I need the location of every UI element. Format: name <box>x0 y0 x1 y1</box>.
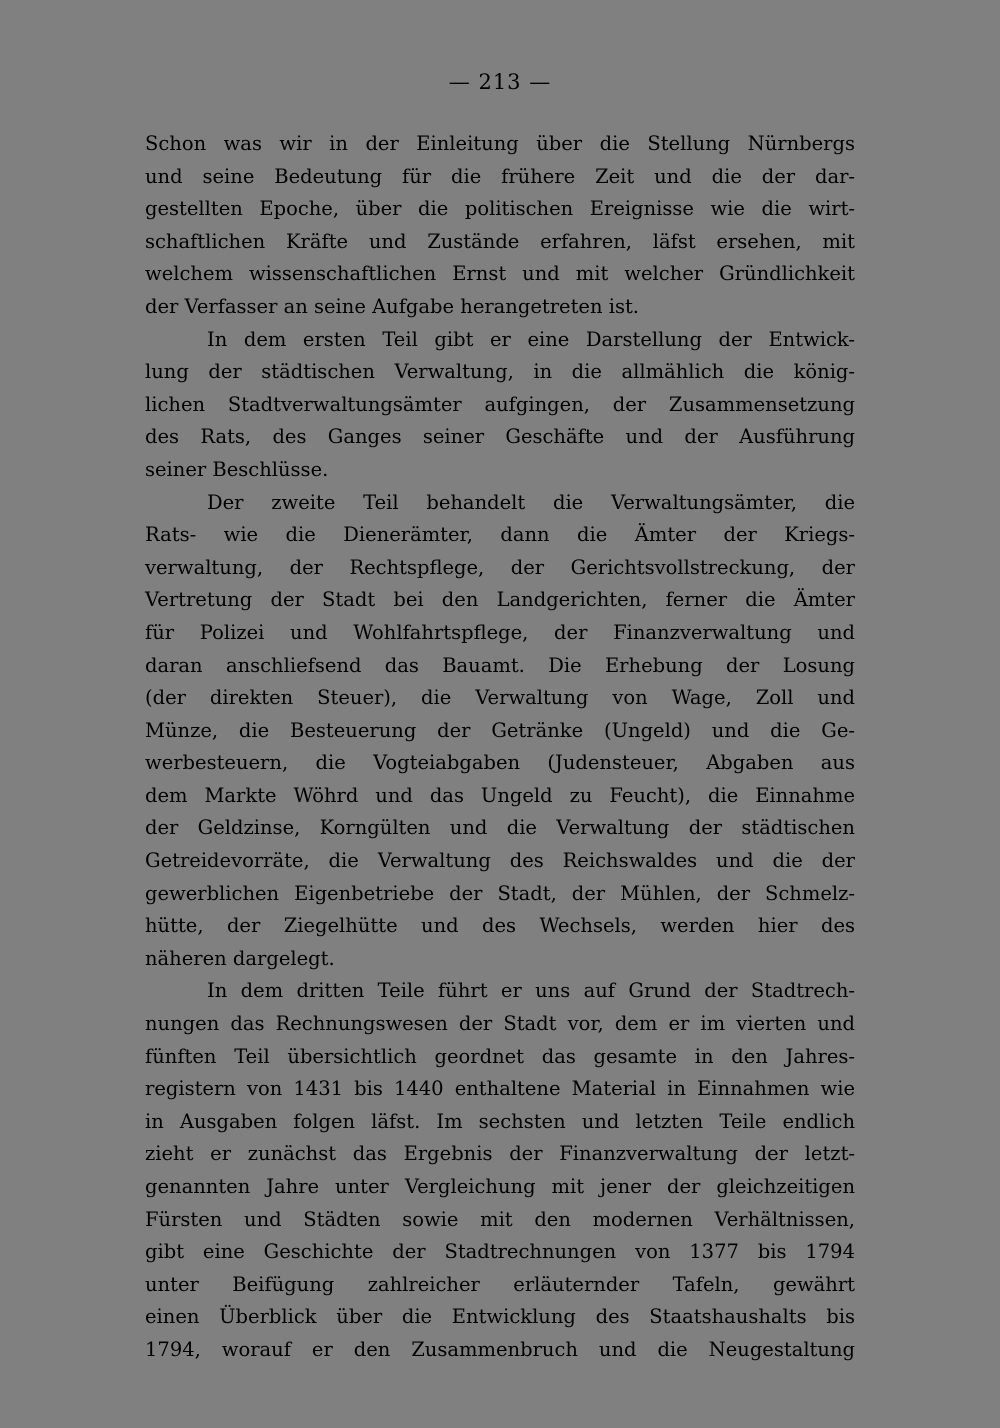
text-line: In dem ersten Teil gibt er eine Darstellung der Entwick- <box>207 327 855 351</box>
text-line: verwaltung, der Rechtspflege, der Gerichtsvollstreckung, der <box>145 555 855 579</box>
text-line: (der direkten Steuer), die Verwaltung von Wage, Zoll und <box>145 686 855 710</box>
text-line: gestellten Epoche, über die politischen Ereignisse wie die wirt- <box>145 197 855 221</box>
text-line: daran anschliefsend das Bauamt. Die Erhebung der Losung <box>145 653 855 677</box>
text-line: Vertretung der Stadt bei den Landgerichten, ferner die Ämter <box>145 588 855 612</box>
text-line: Der zweite Teil behandelt die Verwaltungsämter, die <box>207 490 855 514</box>
text-line: in Ausgaben folgen läfst. Im sechsten und letzten Teile endlich <box>145 1109 855 1133</box>
text-line: schaftlichen Kräfte und Zustände erfahren, läfst ersehen, mit <box>145 229 855 253</box>
text-line: näheren dargelegt. <box>145 946 335 970</box>
text-line: dem Markte Wöhrd und das Ungeld zu Feucht), die Einnahme <box>145 783 855 807</box>
text-line: 1794, worauf er den Zusammenbruch und die Neugestaltung <box>145 1337 855 1361</box>
text-line: Rats- wie die Dienerämter, dann die Ämter der Kriegs- <box>145 523 855 547</box>
text-line: und seine Bedeutung für die frühere Zeit und die der dar- <box>145 164 855 188</box>
text-line: gibt eine Geschichte der Stadtrechnungen von 1377 bis 1794 <box>145 1240 855 1264</box>
text-line: nungen das Rechnungswesen der Stadt vor, dem er im vierten und <box>145 1012 855 1036</box>
text-line: registern von 1431 bis 1440 enthaltene Material in Einnahmen wie <box>145 1077 855 1101</box>
text-line: unter Beifügung zahlreicher erläuternder Tafeln, gewährt <box>145 1272 855 1296</box>
text-line: der Verfasser an seine Aufgabe herangetreten ist. <box>145 294 640 318</box>
text-line: lichen Stadtverwaltungsämter aufgingen, der Zusammensetzung <box>145 392 855 416</box>
page-number: — 213 — <box>448 70 552 94</box>
text-line: Münze, die Besteuerung der Getränke (Ungeld) und die Ge- <box>145 718 855 742</box>
text-line: welchem wissenschaftlichen Ernst und mit welcher Gründlichkeit <box>145 262 855 286</box>
text-line: Schon was wir in der Einleitung über die Stellung Nürnbergs <box>145 132 855 155</box>
text-line: hütte, der Ziegelhütte und des Wechsels, werden hier des <box>145 914 855 938</box>
text-line: des Rats, des Ganges seiner Geschäfte und der Ausführung <box>145 425 855 449</box>
text-line: für Polizei und Wohlfahrtspflege, der Finanzverwaltung und <box>145 620 855 644</box>
text-line: gewerblichen Eigenbetriebe der Stadt, der Mühlen, der Schmelz- <box>145 881 855 905</box>
text-line: der Geldzinse, Korngülten und die Verwaltung der städtischen <box>145 816 855 840</box>
text-line: fünften Teil übersichtlich geordnet das gesamte in den Jahres- <box>145 1044 855 1068</box>
text-line: seiner Beschlüsse. <box>145 457 329 481</box>
text-line: Fürsten und Städten sowie mit den modernen Verhältnissen, <box>145 1207 855 1231</box>
text-line: genannten Jahre unter Vergleichung mit jener der gleichzeitigen <box>145 1175 855 1198</box>
text-line: zieht er zunächst das Ergebnis der Finanzverwaltung der letzt- <box>145 1142 855 1166</box>
text-line: In dem dritten Teile führt er uns auf Grund der Stadtrech- <box>207 979 855 1003</box>
text-line: werbesteuern, die Vogteiabgaben (Judensteuer, Abgaben aus <box>145 751 855 775</box>
text-line: Getreidevorräte, die Verwaltung des Reichswaldes und die der <box>145 849 855 873</box>
text-line: einen Überblick über die Entwicklung des Staatshaushalts bis <box>145 1305 855 1329</box>
text-line: lung der städtischen Verwaltung, in die allmählich die könig- <box>145 360 855 384</box>
body-text <box>145 128 855 1367</box>
